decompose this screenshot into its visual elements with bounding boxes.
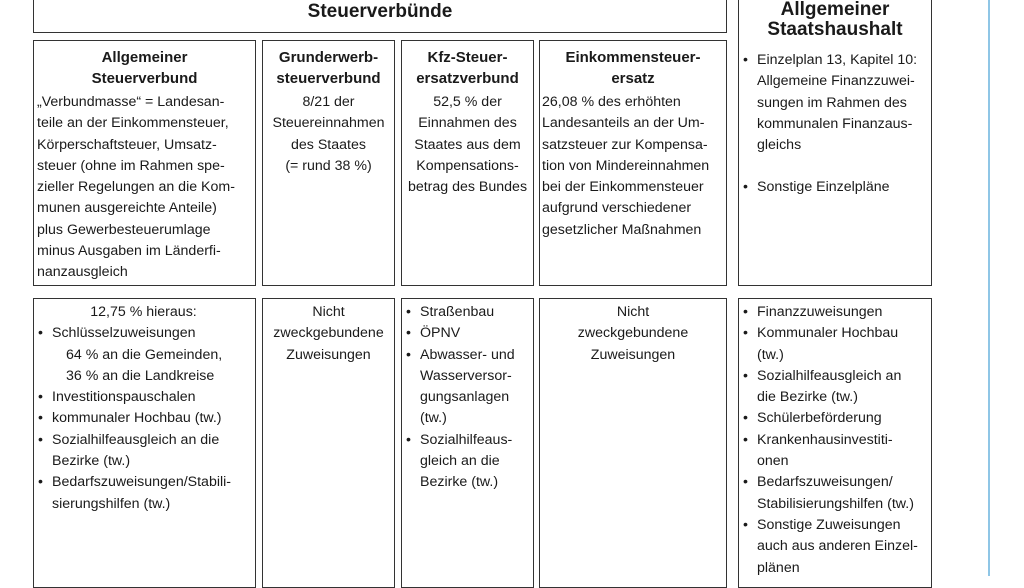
column-description: „Verbundmasse“ = Landesan- teile an der Einkommensteuer, Körperschaftsteuer, Umsatz- steuer (ohne im Rahmen spe- zieller Regelungen an die Kom- munen ausgereichte Anteile) plus Gewerbesteuerumlage minus Ausgaben im Länderfi- nanzausgleich [37, 94, 235, 281]
usage-item: • Investitionspauschalen [36, 387, 251, 408]
staatshaushalt-title: Allgemeiner Staatshaushalt [767, 0, 903, 40]
staatshaushalt-usage-box [738, 298, 932, 588]
usage-text: Nicht zweckgebundene Zuweisungen [273, 304, 384, 363]
usage-item: • kommunaler Hochbau (tw.) [36, 408, 251, 429]
einkommensteuerersatz-usage-box [539, 298, 727, 588]
grunderwerbsteuerverbund-box [262, 40, 395, 286]
usage-item: • Sozialhilfeausgleich an die Bezirke (tw.) [741, 366, 929, 409]
usage-item: • Kommunaler Hochbau (tw.) [741, 323, 929, 366]
usage-item: • Sozialhilfeaus- gleich an die Bezirke (tw.) [404, 430, 531, 494]
kfz-steuerersatzverbund-box [401, 40, 534, 286]
steuerverbuende-header [33, 0, 727, 33]
usage-text: Nicht zweckgebundene Zuweisungen [577, 304, 689, 363]
usage-item: • Bedarfszuweisungen/ Stabilisierungshilfen (tw.) [741, 472, 929, 515]
usage-item: • Straßenbau [404, 302, 531, 323]
usage-item: • Schülerbeförderung [741, 408, 929, 429]
column-title: Allgemeiner Steuerverbund [91, 49, 198, 87]
usage-item: • ÖPNV [404, 323, 531, 344]
usage-list [404, 302, 531, 494]
usage-item: • Schlüsselzuweisungen 64 % an die Gemeinden, 36 % an die Landkreise [36, 323, 251, 387]
usage-list [741, 302, 929, 579]
kfz-steuerersatzverbund-usage-box [401, 298, 534, 588]
usage-intro: 12,75 % hieraus: [90, 304, 197, 320]
usage-list [36, 302, 251, 515]
column-title: Kfz-Steuer- ersatzverbund [416, 49, 519, 87]
usage-item: • Sozialhilfeausgleich an die Bezirke (tw.) [36, 430, 251, 473]
einkommensteuerersatz-box [539, 40, 727, 286]
allgemeiner-steuerverbund-usage-box [33, 298, 256, 588]
allgemeiner-steuerverbund-box [33, 40, 256, 286]
steuerverbuende-title: Steuerverbünde [307, 1, 453, 22]
source-item: • Einzelplan 13, Kapitel 10: Allgemeine Finanzzuwei- sungen im Rahmen des kommunalen Finanzaus- gleichs [741, 50, 927, 156]
usage-item: • Krankenhausinvestiti- onen [741, 430, 929, 473]
column-description: 8/21 der Steuereinnahmen des Staates (= rund 38 %) [272, 94, 385, 174]
grunderwerbsteuerverbund-usage-box [262, 298, 395, 588]
usage-item: • Bedarfszuweisungen/Stabili- sierungshilfen (tw.) [36, 472, 251, 515]
staatshaushalt-sources [741, 50, 927, 199]
source-item: • Sonstige Einzelpläne [741, 177, 927, 198]
column-description: 26,08 % des erhöhten Landesanteils an der Um- satzsteuer zur Kompensa- tion von Mindereinnahmen bei der Einkommensteuer aufgrund verschiedener gesetzlicher Maßnahmen [542, 94, 710, 238]
usage-item: • Sonstige Zuweisungen auch aus anderen Einzel- plänen [741, 515, 929, 579]
staatshaushalt-box [738, 0, 932, 286]
column-title: Einkommensteuer- ersatz [565, 49, 701, 87]
usage-item: • Abwasser- und Wasserversor- gungsanlagen (tw.) [404, 345, 531, 430]
column-title: Grunderwerb- steuerverbund [276, 49, 381, 87]
usage-item: • Finanzzuweisungen [741, 302, 929, 323]
page-margin [990, 0, 1024, 576]
column-description: 52,5 % der Einnahmen des Staates aus dem Kompensations- betrag des Bundes [407, 94, 528, 196]
